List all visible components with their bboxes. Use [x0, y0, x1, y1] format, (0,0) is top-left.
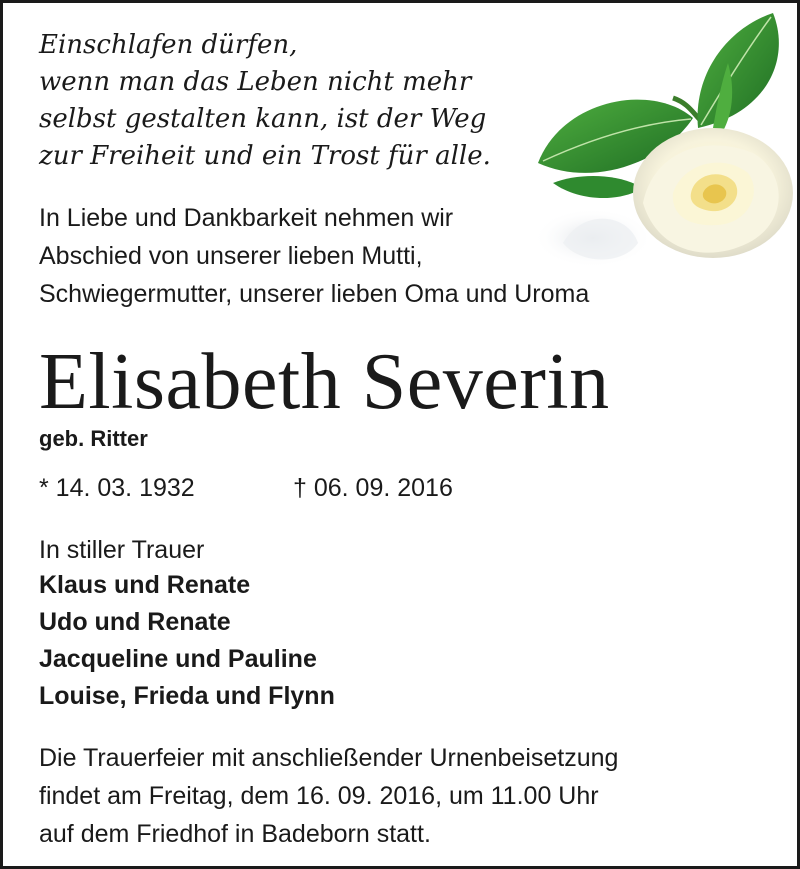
poem-line: selbst gestalten kann, ist der Weg — [39, 104, 487, 134]
white-rose-image — [523, 3, 800, 293]
funeral-info-line: auf dem Friedhof in Badeborn statt. — [39, 820, 431, 848]
deceased-name: Elisabeth Severin — [39, 338, 610, 426]
mourner-name: Louise, Frieda und Flynn — [39, 682, 335, 710]
funeral-info-line: findet am Freitag, dem 16. 09. 2016, um 11.00 Uhr — [39, 782, 599, 810]
poem-line: Einschlafen dürfen, — [39, 30, 298, 60]
poem-line: wenn man das Leben nicht mehr — [39, 67, 472, 97]
mourner-name: Klaus und Renate — [39, 571, 251, 599]
intro-line: Abschied von unserer lieben Mutti, — [39, 242, 423, 270]
birth-date: * 14. 03. 1932 — [39, 474, 195, 502]
mourners-heading: In stiller Trauer — [39, 536, 205, 564]
funeral-info-line: Die Trauerfeier mit anschließender Urnenbeisetzung — [39, 744, 619, 772]
mourner-name: Udo und Renate — [39, 608, 231, 636]
poem-line: zur Freiheit und ein Trost für alle. — [39, 141, 491, 171]
intro-line: Schwiegermutter, unserer lieben Oma und Uroma — [39, 280, 590, 308]
maiden-name: geb. Ritter — [39, 426, 148, 451]
death-date: † 06. 09. 2016 — [293, 474, 453, 502]
mourner-name: Jacqueline und Pauline — [39, 645, 317, 673]
intro-line: In Liebe und Dankbarkeit nehmen wir — [39, 204, 454, 232]
